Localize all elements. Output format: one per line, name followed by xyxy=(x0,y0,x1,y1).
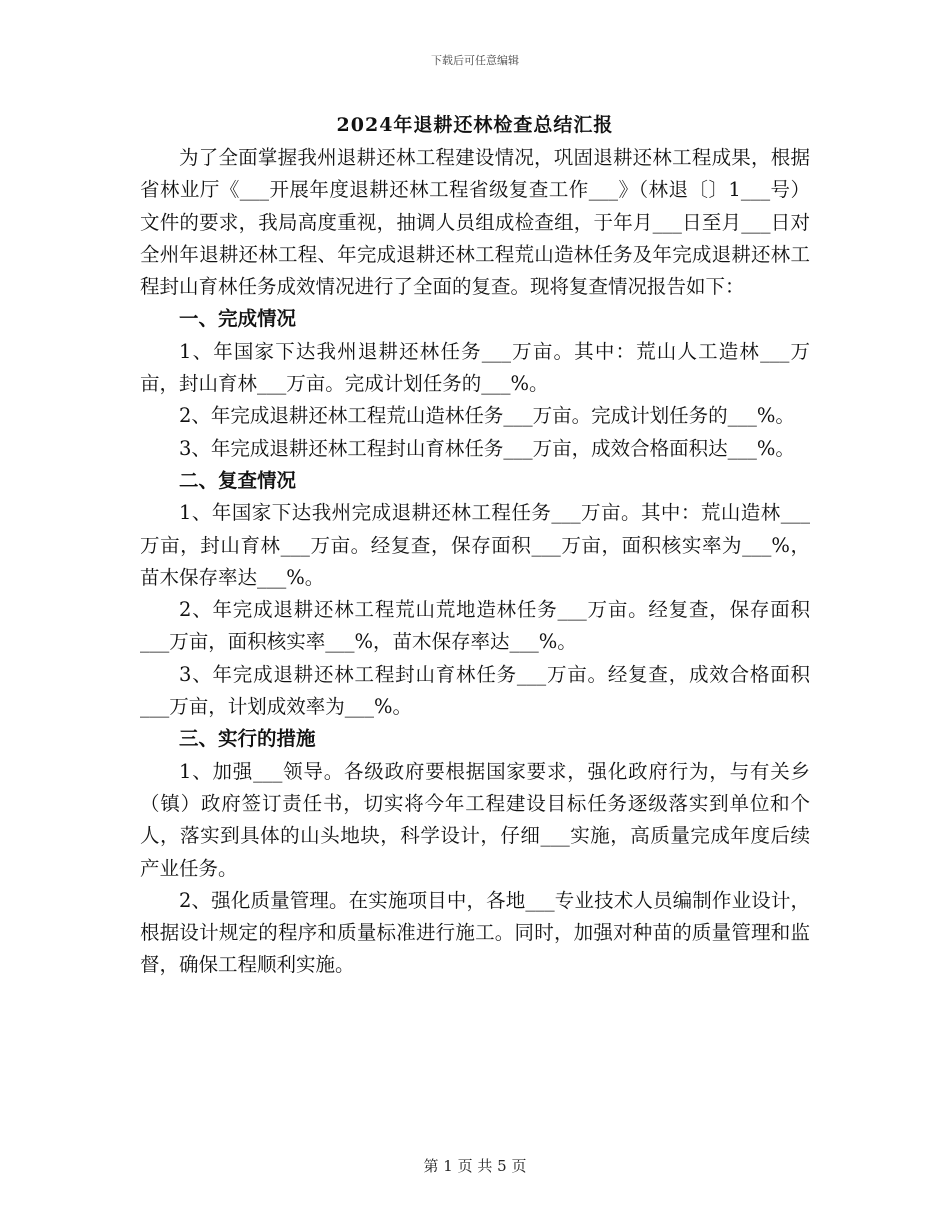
review-item: 2、年完成退耕还林工程荒山荒地造林任务___万亩。经复查，保存面积___万亩，面积核实率___%，苗木保存率达___%。 xyxy=(140,598,810,654)
measures-item: 2、强化质量管理。在实施项目中，各地___专业技术人员编制作业设计，根据设计规定的程序和质量标准进行施工。同时，加强对种苗的质量管理和监督，确保工程顺利实施。 xyxy=(140,888,810,977)
review-item: 3、年完成退耕还林工程封山育林任务___万亩。经复查，成效合格面积___万亩，计划成效率为___%。 xyxy=(140,662,810,719)
section-heading-measures: 三、实行的措施 xyxy=(179,727,316,751)
completion-item: 1、年国家下达我州退耕还林任务___万亩。其中：荒山人工造林___万亩，封山育林___万亩。完成计划任务的___%。 xyxy=(140,339,810,396)
section-heading-completion: 一、完成情况 xyxy=(179,307,297,331)
intro-paragraph: 为了全面掌握我州退耕还林工程建设情况，巩固退耕还林工程成果，根据省林业厅《___开展年度退耕还林工程省级复查工作___》（林退〔〕1___号）文件的要求，我局高度重视，抽调人员组成检查组，于年月___日至月___日对全州年退耕还林工程、年完成退耕还林工程荒山造林任务及年完成退耕还林工程封山育林任务成效情况进行了全面的复查。现将复查情况报告如下： xyxy=(140,146,810,299)
measures-item: 1、加强___领导。各级政府要根据国家要求，强化政府行为，与有关乡（镇）政府签订责任书，切实将今年工程建设目标任务逐级落实到单位和个人，落实到具体的山头地块，科学设计，仔细___实施，高质量完成年度后续产业任务。 xyxy=(140,759,810,880)
completion-item: 2、年完成退耕还林工程荒山造林任务___万亩。完成计划任务的___%。 xyxy=(179,404,795,428)
completion-item: 3、年完成退耕还林工程封山育林任务___万亩，成效合格面积达___%。 xyxy=(179,436,795,460)
review-item: 1、年国家下达我州完成退耕还林工程任务___万亩。其中：荒山造林___万亩，封山育林___万亩。经复查，保存面积___万亩，面积核实率为___%，苗木保存率达___%。 xyxy=(140,501,810,589)
section-heading-review: 二、复查情况 xyxy=(179,468,297,492)
page-title: 2024年退耕还林检查总结汇报 xyxy=(336,114,614,136)
page-footer: 第 1 页 共 5 页 xyxy=(423,1157,527,1175)
document-body xyxy=(140,142,810,982)
header-note: 下载后可任意编辑 xyxy=(431,54,519,67)
